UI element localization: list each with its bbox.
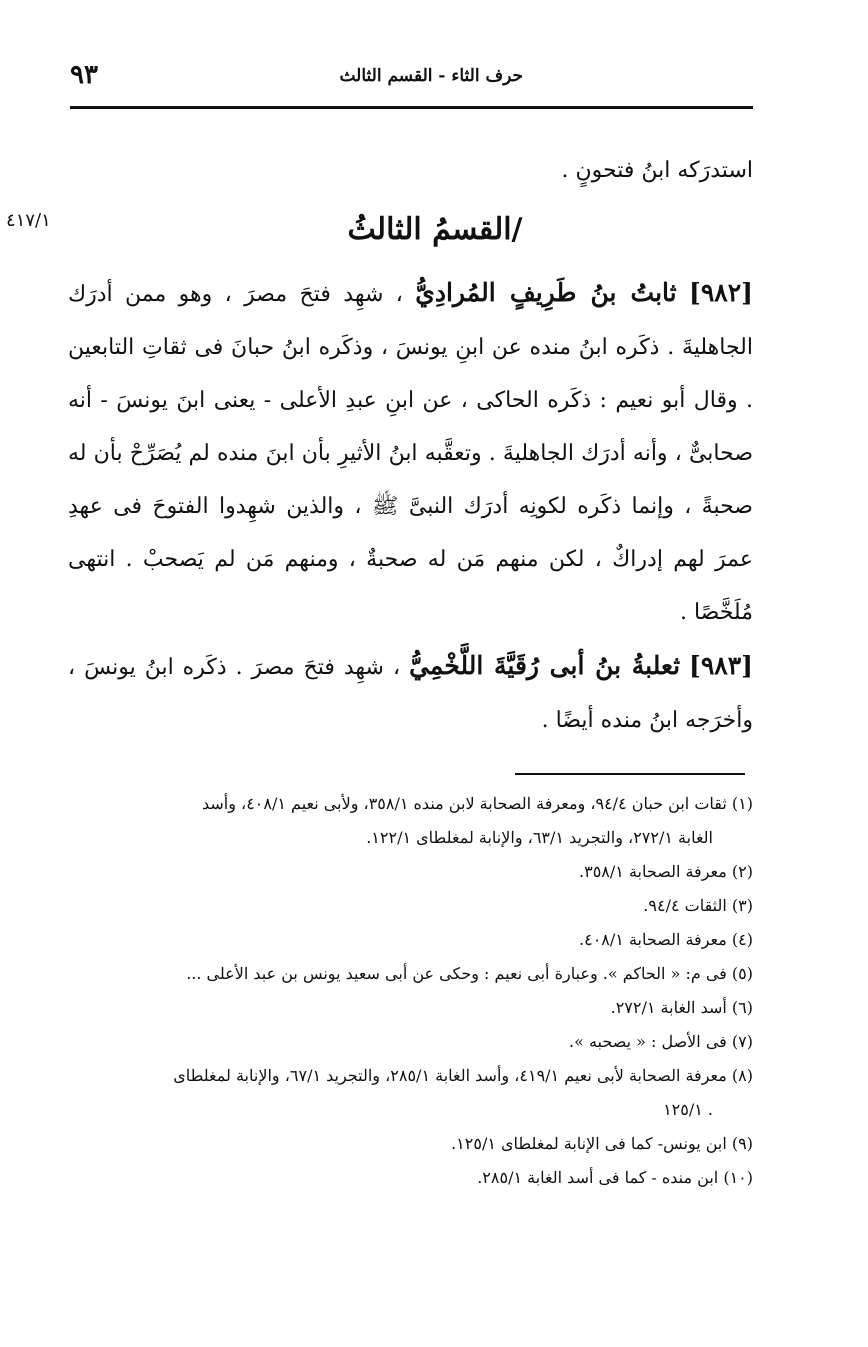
footnote: (٦) أسد الغابة ٢٧٢/١. [610, 998, 753, 1017]
page-header [70, 58, 753, 98]
entry-body: ، شهِد فتحَ مصرَ . ذكَره ابنُ يونسَ ، وأخرَجه ابنُ منده أيضًا . [68, 655, 753, 733]
footnote-continuation: . ١٢٥/١ [663, 1100, 713, 1119]
entry-number: [٩٨٢] [689, 278, 753, 307]
intro-line: استدرَكه ابنُ فتحونٍ . [561, 158, 753, 183]
running-title: حرف الثاء - القسم الثالث [339, 66, 523, 86]
footnote: (٤) معرفة الصحابة ٤٠٨/١. [579, 930, 753, 949]
footnote: (٨) معرفة الصحابة لأبى نعيم ٤١٩/١، وأسد الغابة ٢٨٥/١، والتجريد ٦٧/١، والإنابة لمغلطاى [173, 1066, 753, 1085]
footnote: (٢) معرفة الصحابة ٣٥٨/١. [579, 862, 753, 881]
page-number: ٩٣ [70, 60, 98, 90]
entries-block [68, 266, 753, 747]
header-rule [70, 106, 753, 109]
footnote: (١٠) ابن منده - كما فى أسد الغابة ٢٨٥/١. [477, 1168, 753, 1187]
footnote-continuation: الغابة ٢٧٢/١، والتجريد ٦٣/١، والإنابة لمغلطاى ١٢٢/١. [366, 828, 713, 847]
footnote-rule [515, 773, 745, 775]
entry-982 [68, 266, 753, 639]
footnote: (١) ثقات ابن حبان ٩٤/٤، ومعرفة الصحابة لابن منده ٣٥٨/١، ولأبى نعيم ٤٠٨/١، وأسد [201, 794, 753, 813]
footnote: (٥) فى م: « الحاكم ». وعبارة أبى نعيم : وحكى عن أبى سعيد يونس بن عبد الأعلى ... [186, 964, 753, 983]
entry-983 [68, 639, 753, 747]
footnote: (٩) ابن يونس- كما فى الإنابة لمغلطاى ١٢٥/١. [451, 1134, 753, 1153]
margin-reference: ٤١٧/١ [6, 210, 51, 231]
footnote: (٣) الثقات ٩٤/٤. [643, 896, 753, 915]
section-title: /القسمُ الثالثُ [347, 212, 523, 247]
entry-name: ثعلبةُ بنُ أبى رُقَيَّةَ اللَّخْمِيُّ [409, 651, 681, 680]
entry-number: [٩٨٣] [689, 651, 753, 680]
footnote: (٧) فى الأصل : « يصحبه ». [569, 1032, 753, 1051]
footnotes [63, 787, 753, 1195]
entry-body: ، شهِد فتحَ مصرَ ، وهو ممن أدرَك الجاهليةَ . ذكَره ابنُ منده عن ابنِ يونسَ ، وذكَره ابنُ حبانَ فى ثقاتِ التابعين . وقال أبو نعيم : ذكَره الحاكى ، عن ابنِ عبدِ الأعلى - يعنى ابنَ يونسَ - أنه صحابىٌّ ، وأنه أدرَك الجاهليةَ . وتعقَّبه ابنُ الأثيرِ بأن ابنَ منده لم يُصَرِّحْ بأن له صحبةً ، وإنما ذكَره لكونِه أدرَك النبىَّ ﷺ ، والذين شهِدوا الفتوحَ فى عهدِ عمرَ لهم إدراكٌ ، لكن منهم مَن له صحبةٌ ، ومنهم مَن لم يَصحبْ . انتهى مُلَخَّصًا . [68, 282, 753, 625]
entry-name: ثابتُ بنُ طَرِيفٍ المُرادِيُّ [415, 278, 677, 307]
